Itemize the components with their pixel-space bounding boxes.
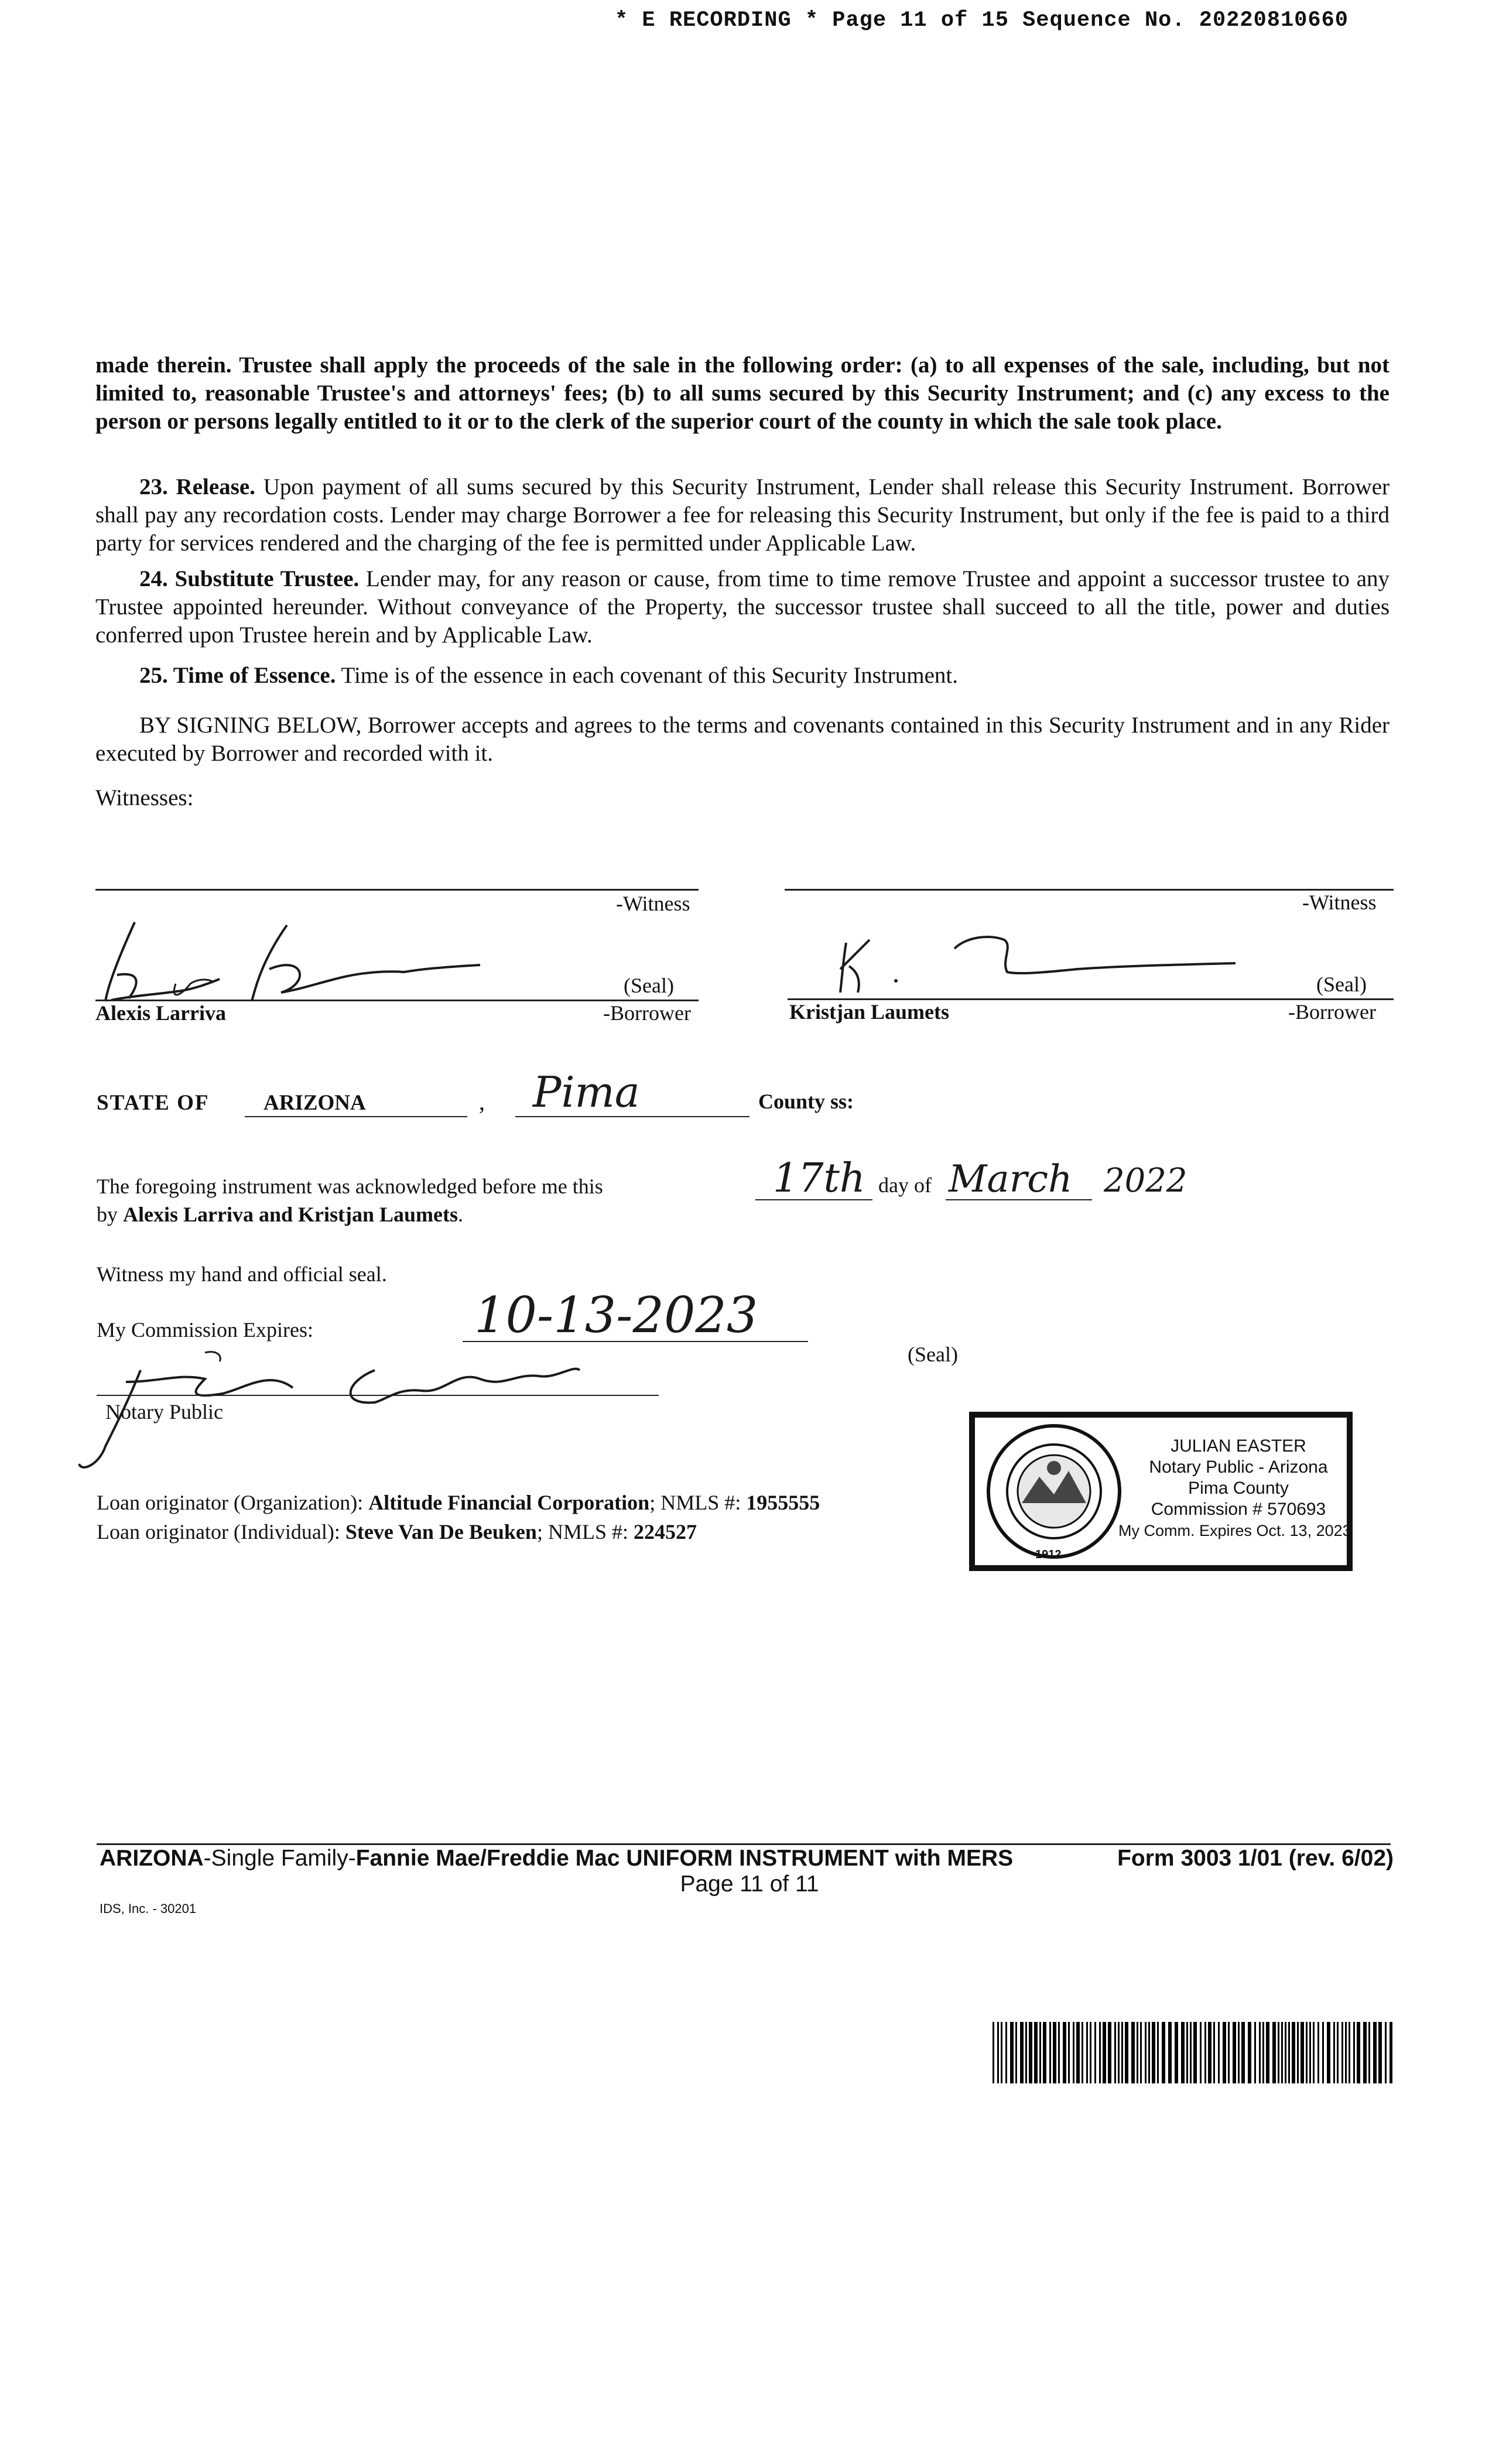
state-comma: , <box>479 1089 485 1115</box>
barcode-bar <box>1322 2022 1324 2083</box>
barcode-bar <box>1140 2022 1142 2083</box>
footer-page-number: Page 11 of 11 <box>680 1871 819 1897</box>
barcode-bar <box>1241 2022 1245 2083</box>
barcode-bar <box>1099 2022 1101 2083</box>
footer-instrument: Fannie Mae/Freddie Mac UNIFORM INSTRUMENT with MERS <box>355 1846 1014 1871</box>
county-label: County ss: <box>758 1090 854 1113</box>
notary-expires: My Comm. Expires Oct. 13, 2023 <box>1118 1522 1351 1539</box>
by-prefix: by <box>97 1203 123 1226</box>
barcode-bar <box>1131 2022 1135 2083</box>
day-handwritten <box>755 1148 884 1206</box>
clause-22-continuation <box>95 351 1390 436</box>
clause-23-text: Upon payment of all sums secured by this Security Instrument, Lender shall release this Security Instrument. Borrower shall pay any recordation costs. Lender may charge Borrower a fee for releasing this Security Instrument, but only if the fee is paid to a third party for services rendered and the charging of the fee is permitted under Applicable Law. <box>95 474 1390 556</box>
barcode-bar <box>1285 2022 1286 2083</box>
witness-label-left: -Witness <box>616 892 690 915</box>
barcode-bar <box>1005 2022 1007 2083</box>
barcode-bar <box>1114 2022 1116 2083</box>
clause-23-heading: 23. Release. <box>139 474 255 499</box>
month-handwritten <box>946 1148 1098 1206</box>
barcode-bar <box>1190 2022 1192 2083</box>
barcode-bar <box>1186 2022 1188 2083</box>
org-name: Altitude Financial Corporation <box>368 1491 650 1514</box>
witness-label-right: -Witness <box>1302 891 1377 914</box>
month-line <box>946 1199 1092 1200</box>
clause-25 <box>95 662 1390 690</box>
barcode-bar <box>1039 2022 1041 2083</box>
barcode-bar <box>1345 2022 1347 2083</box>
by-names: Alexis Larriva and Kristjan Laumets <box>123 1203 458 1226</box>
barcode-bar <box>1068 2022 1070 2083</box>
barcode-bar <box>1086 2022 1088 2083</box>
signing-statement: BY SIGNING BELOW, Borrower accepts and agrees to the terms and covenants contained in this Security Instrument and in any Rider executed by Borrower and recorded with it. <box>95 713 1390 766</box>
barcode-bar <box>1082 2022 1083 2083</box>
acknowledged-by <box>97 1202 463 1227</box>
barcode-bar <box>1213 2022 1215 2083</box>
barcode-bar <box>1278 2022 1279 2083</box>
footer-rule <box>97 1843 1391 1845</box>
notary-stamp <box>966 1406 1357 1582</box>
borrower1-name: Alexis Larriva <box>95 1001 226 1025</box>
barcode-bar <box>1378 2022 1382 2083</box>
clause-25-heading: 25. Time of Essence. <box>139 663 336 688</box>
county-handwritten-text: Pima <box>533 1067 640 1117</box>
barcode-bar <box>993 2022 994 2083</box>
barcode-bar <box>1148 2022 1150 2083</box>
footer-ids: IDS, Inc. - 30201 <box>100 1901 197 1916</box>
barcode-bar <box>1020 2022 1024 2083</box>
county-line <box>515 1116 750 1117</box>
ind-name: Steve Van De Beuken <box>345 1520 537 1544</box>
loan-originator-individual <box>97 1520 697 1544</box>
commission-expires-label: My Commission Expires: <box>97 1318 314 1341</box>
seal-label-left: (Seal) <box>624 974 674 997</box>
barcode-bar <box>1010 2022 1014 2083</box>
notary-stamp-text <box>1118 1436 1351 1541</box>
barcode-bar <box>1200 2022 1202 2083</box>
clause-24-text: Lender may, for any reason or cause, from time to time remove Trustee and appoint a successor trustee to any Trustee appointed hereunder. Without conveyance of the Property, the successor trustee shall succeed to all the title, power and duties conferred upon Trustee herein and by Applicable Law. <box>95 566 1390 648</box>
barcode-bar <box>997 2022 999 2083</box>
ind-nmls-label: ; NMLS #: <box>536 1520 634 1544</box>
barcode-bar <box>1266 2022 1269 2083</box>
clause-23 <box>95 473 1390 557</box>
footer-form-line <box>100 1846 1394 1871</box>
notary-name: JULIAN EASTER <box>1171 1436 1306 1456</box>
barcode-bar <box>1357 2022 1360 2083</box>
barcode-bar <box>1349 2022 1350 2083</box>
commission-date-handwritten-text: 10-13-2023 <box>474 1286 758 1344</box>
notary-line <box>97 1395 659 1396</box>
year-handwritten-text: 2022 <box>1104 1162 1187 1200</box>
barcode-bar <box>1288 2022 1290 2083</box>
barcode-bar <box>1390 2022 1392 2083</box>
notary-county: Pima County <box>1188 1479 1289 1498</box>
barcode-bar <box>1137 2022 1138 2083</box>
barcode-bar <box>1168 2022 1172 2083</box>
barcode-bar <box>1248 2022 1251 2083</box>
barcode-bar <box>1223 2022 1226 2083</box>
barcode-bar <box>1025 2022 1027 2083</box>
barcode-bar <box>1300 2022 1304 2083</box>
barcode-bar <box>1272 2022 1276 2083</box>
borrower-label-right: -Borrower <box>1288 1000 1376 1024</box>
barcode-bar <box>1157 2022 1159 2083</box>
org-nmls: 1955555 <box>746 1491 820 1514</box>
barcode-bar <box>1125 2022 1128 2083</box>
seal-year: 1912 <box>1035 1548 1062 1561</box>
clause-24 <box>95 565 1390 649</box>
barcode-bar <box>1108 2022 1111 2083</box>
barcode-bar <box>1313 2022 1315 2083</box>
barcode-bar <box>1262 2022 1264 2083</box>
clause-25-text: Time is of the essence in each covenant of this Security Instrument. <box>336 663 958 688</box>
notary-commission: Commission # 570693 <box>1151 1500 1326 1519</box>
barcode-bar <box>1121 2022 1123 2083</box>
barcode-bar <box>1145 2022 1147 2083</box>
barcode-bar <box>1233 2022 1236 2083</box>
barcode-bar <box>1204 2022 1206 2083</box>
barcode-bar <box>1317 2022 1319 2083</box>
barcode-bar <box>1043 2022 1046 2083</box>
barcode-bar <box>1327 2022 1330 2083</box>
barcode-image <box>993 2022 1392 2083</box>
day-of-label: day of <box>878 1173 932 1197</box>
barcode-bar <box>1103 2022 1106 2083</box>
barcode-bar <box>1063 2022 1066 2083</box>
month-handwritten-text: March <box>949 1158 1073 1201</box>
barcode-bar <box>1073 2022 1074 2083</box>
clause-24-heading: 24. Substitute Trustee. <box>139 566 360 591</box>
barcode-bar <box>1368 2022 1370 2083</box>
barcode-bar <box>1238 2022 1240 2083</box>
barcode-bar <box>1337 2022 1339 2083</box>
barcode-bar <box>1309 2022 1311 2083</box>
org-nmls-label: ; NMLS #: <box>649 1491 747 1514</box>
loan-originator-org <box>97 1490 820 1515</box>
borrower2-name: Kristjan Laumets <box>789 1000 949 1024</box>
year-handwritten <box>1101 1156 1253 1203</box>
witness-hand-text: Witness my hand and official seal. <box>97 1262 387 1286</box>
barcode-bar <box>1162 2022 1165 2083</box>
barcode-bar <box>1254 2022 1256 2083</box>
barcode-bar <box>1049 2022 1051 2083</box>
barcode-bar <box>1015 2022 1017 2083</box>
barcode-bar <box>1259 2022 1261 2083</box>
day-line <box>755 1199 872 1200</box>
barcode-bar <box>1281 2022 1283 2083</box>
barcode-bar <box>1034 2022 1038 2083</box>
ind-nmls: 224527 <box>633 1520 697 1544</box>
borrower-label-left: -Borrower <box>603 1001 691 1025</box>
recording-header: * E RECORDING * Page 11 of 15 Sequence No. 20220810660 <box>615 8 1349 33</box>
seal-label-notary: (Seal) <box>908 1343 958 1366</box>
commission-date-handwritten <box>463 1282 837 1347</box>
day-handwritten-text: 17th <box>773 1155 865 1202</box>
borrower2-signature <box>826 925 1247 1001</box>
barcode-bar <box>1029 2022 1032 2083</box>
barcode-bar <box>1292 2022 1295 2083</box>
barcode-bar <box>1385 2022 1387 2083</box>
witnesses-label: Witnesses: <box>95 785 194 810</box>
county-handwritten <box>527 1066 738 1118</box>
by-suffix: . <box>458 1203 463 1226</box>
barcode-bar <box>1175 2022 1178 2083</box>
clause-22-text: Trustee shall apply the proceeds of the sale in the following order: (a) to all expenses of the sale, including, but not limited to, reasonable Trustee's and attorneys' fees; (b) to all sums secured by this Security Instrument; and (c) any excess to the person or persons legally entitled to it or to the clerk of the superior court of the county in which the sale took place. <box>95 353 1390 434</box>
barcode-bar <box>1353 2022 1355 2083</box>
foregoing-text: The foregoing instrument was acknowledged before me this <box>97 1175 603 1198</box>
barcode-bar <box>1341 2022 1343 2083</box>
footer-form: Form 3003 1/01 (rev. 6/02) <box>1117 1846 1394 1871</box>
org-label: Loan originator (Organization): <box>97 1491 369 1514</box>
barcode-bar <box>1208 2022 1211 2083</box>
barcode-bar <box>1306 2022 1308 2083</box>
barcode-bar <box>1118 2022 1120 2083</box>
state-of-label: STATE OF <box>97 1091 210 1115</box>
barcode-bar <box>1181 2022 1185 2083</box>
barcode-bar <box>1053 2022 1056 2083</box>
commission-line <box>463 1341 808 1342</box>
notary-title: Notary Public - Arizona <box>1149 1457 1328 1477</box>
witness-line-left <box>95 889 699 891</box>
barcode-bar <box>1297 2022 1299 2083</box>
footer-state: ARIZONA <box>100 1846 204 1871</box>
barcode-bar <box>1076 2022 1080 2083</box>
barcode-bar <box>1058 2022 1060 2083</box>
barcode-bar <box>1333 2022 1335 2083</box>
state-line <box>245 1116 467 1117</box>
barcode-bar <box>1090 2022 1091 2083</box>
notary-public-label: Notary Public <box>105 1400 223 1423</box>
barcode-bar <box>1094 2022 1096 2083</box>
barcode-bar <box>1001 2022 1002 2083</box>
barcode-bar <box>1363 2022 1367 2083</box>
state-name: ARIZONA <box>263 1091 366 1115</box>
footer-type: -Single Family- <box>203 1846 356 1871</box>
barcode-bar <box>1373 2022 1377 2083</box>
ind-label: Loan originator (Individual): <box>97 1520 345 1544</box>
clause-22-lead: made therein. <box>95 353 232 378</box>
seal-label-right: (Seal) <box>1316 973 1367 996</box>
barcode-bar <box>1218 2022 1220 2083</box>
barcode-bar <box>1152 2022 1155 2083</box>
barcode-bar <box>1193 2022 1197 2083</box>
barcode-bar <box>1228 2022 1230 2083</box>
